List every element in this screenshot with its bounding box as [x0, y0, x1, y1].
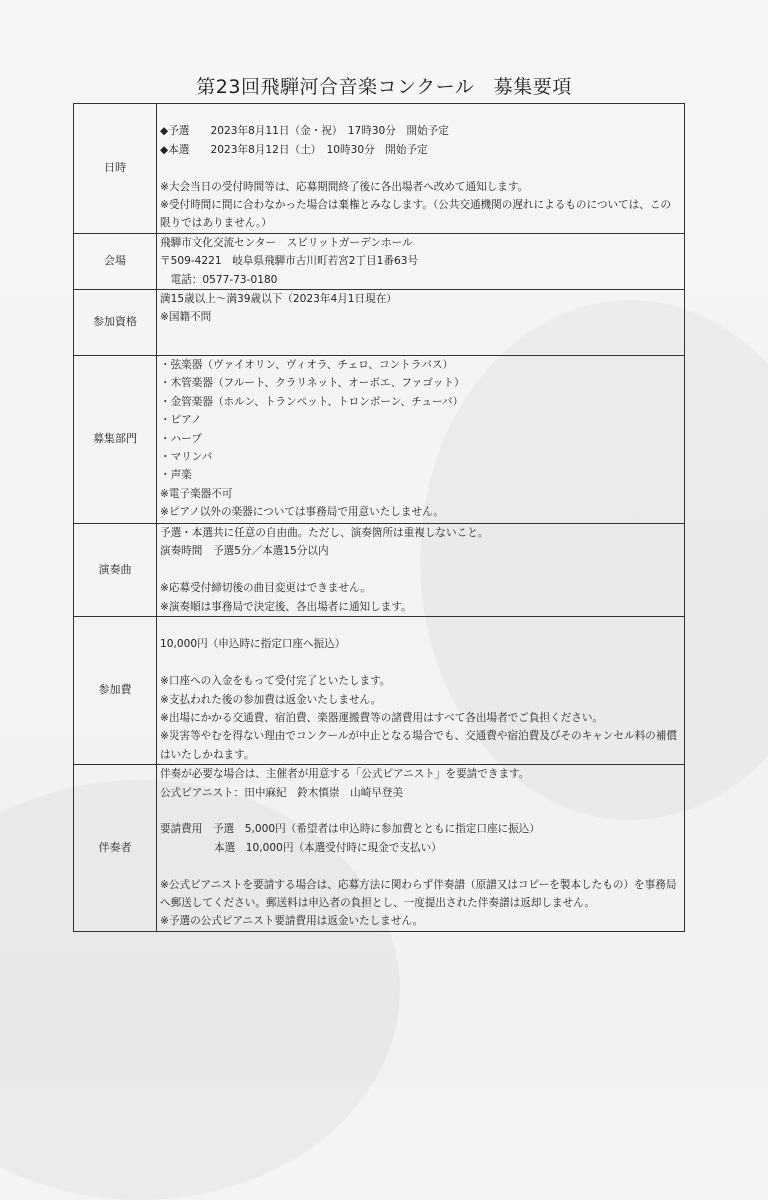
text-line: ※公式ピアニストを要請する場合は、応募方法に関わらず伴奏譜（原譜又はコピーを製本したもの）を事務局へ郵送してください。郵送料は申込者の負担とし、一度提出された伴奏譜は返却しません。: [160, 878, 677, 910]
page-title: 第23回飛騨河合音楽コンクール 募集要項: [196, 76, 572, 98]
text-line: ※応募受付締切後の曲目変更はできません。: [160, 582, 371, 595]
row-content: [157, 356, 685, 524]
text-line: [160, 561, 678, 579]
row-label: 募集部門: [74, 356, 157, 524]
text-line: 要請費用 予選 5,000円（希望者は申込時に参加費とともに指定口座に振込）: [160, 823, 540, 836]
row-label: 参加資格: [74, 290, 157, 356]
text-line: ※大会当日の受付時間等は、応募期間終了後に各出場者へ改めて通知します。: [160, 180, 529, 193]
table-row-eligibility: [74, 290, 685, 356]
requirements-table: [73, 103, 685, 932]
text-line: ※口座への入金をもって受付完了といたします。: [160, 675, 391, 688]
table-row-datetime: [74, 104, 685, 234]
row-content: [157, 233, 685, 289]
list-item: ・ピアノ: [160, 414, 202, 427]
text-line: 〒509-4221 岐阜県飛騨市古川町若宮2丁目1番63号: [160, 255, 419, 268]
row-label: 会場: [74, 233, 157, 289]
text-line: ※受付時間に間に合わなかった場合は棄権とみなします。（公共交通機関の遅れによるものについては、この限りではありません。）: [160, 199, 672, 230]
table-row-fee: [74, 617, 685, 765]
text-line: [160, 802, 678, 820]
row-content: [157, 617, 685, 765]
text-line: 電話：0577-73-0180: [160, 273, 278, 286]
row-label: 演奏曲: [74, 524, 157, 617]
text-line: 飛騨市文化交流センター スピリットガーデンホール: [160, 236, 413, 249]
table-row-categories: [74, 356, 685, 524]
row-label: 参加費: [74, 617, 157, 765]
text-line: 満15歳以上～満39歳以下（2023年4月1日現在）: [160, 293, 397, 306]
text-line: ※予選の公式ピアニスト要請費用は返金いたしません。: [160, 915, 424, 928]
row-content: [157, 765, 685, 932]
text-line: ※電子楽器不可: [160, 487, 233, 500]
table-row-venue: [74, 233, 685, 289]
list-item: ・弦楽器（ヴァイオリン、ヴィオラ、チェロ、コントラバス）: [160, 359, 454, 372]
text-line: 公式ピアニスト：田中麻紀 鈴木慎崇 山崎早登美: [160, 786, 404, 799]
row-content: [157, 104, 685, 234]
list-item: ・マリンバ: [160, 451, 213, 464]
list-item: ・ハープ: [160, 432, 202, 445]
row-content: [157, 290, 685, 356]
list-item: ・金管楽器（ホルン、トランペット、トロンボーン、チューバ）: [160, 395, 464, 408]
row-label: 伴奏者: [74, 765, 157, 932]
text-line: 10,000円（申込時に指定口座へ振込）: [160, 638, 346, 651]
text-line: ◆本選 2023年8月12日（土） 10時30分 開始予定: [160, 143, 428, 156]
text-line: 予選・本選共に任意の自由曲。ただし、演奏箇所は重複しないこと。: [160, 527, 489, 540]
text-line: 本選 10,000円（本選受付時に現金で支払い）: [214, 841, 442, 854]
text-line: ※国籍不問: [160, 311, 212, 324]
text-line: ※演奏順は事務局で決定後、各出場者に通知します。: [160, 600, 412, 613]
text-line: ◆予選 2023年8月11日（金・祝） 17時30分 開始予定: [160, 125, 449, 138]
text-line: ※災害等やむを得ない理由でコンクールが中止となる場合でも、交通費や宿泊費及びそのキャンセル料の補償はいたしかねます。: [160, 730, 677, 761]
text-line: [160, 159, 678, 177]
text-line: ※出場にかかる交通費、宿泊費、楽器運搬費等の諸費用はすべて各出場者でご負担ください。: [160, 712, 604, 725]
list-item: ・声楽: [160, 469, 192, 482]
text-line: [160, 654, 678, 672]
list-item: ・木管楽器（フルート、クラリネット、オーボエ、ファゴット）: [160, 377, 465, 390]
text-line: ※ピアノ以外の楽器については事務局で用意いたしません。: [160, 506, 444, 519]
text-line: [160, 104, 678, 122]
row-label: 日時: [74, 104, 157, 234]
text-line: 演奏時間 予選5分／本選15分以内: [160, 545, 329, 558]
text-line: [160, 857, 678, 875]
table-row-accompanist: [74, 765, 685, 932]
row-content: [157, 524, 685, 617]
table-row-repertoire: [74, 524, 685, 617]
text-line: 伴奏が必要な場合は、主催者が用意する「公式ピアニスト」を要請できます。: [160, 768, 530, 781]
text-line: [160, 617, 678, 635]
text-line: ※支払われた後の参加費は返金いたしません。: [160, 693, 382, 706]
